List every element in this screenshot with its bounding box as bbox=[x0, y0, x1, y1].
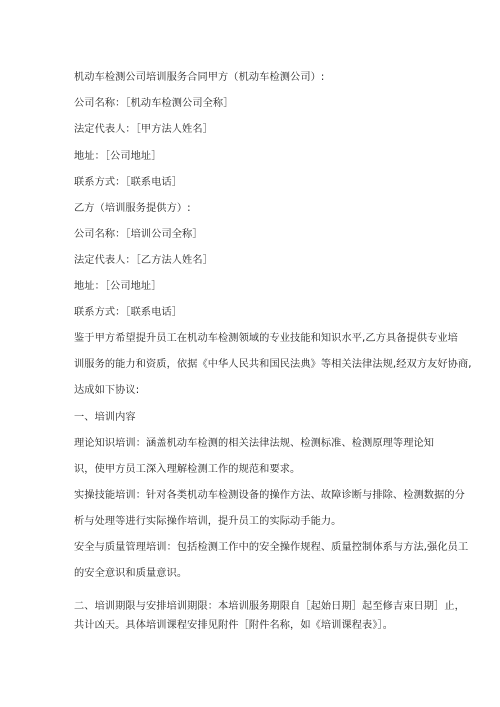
party-b-legal-representative: 法定代表人：［乙方法人姓名］ bbox=[74, 255, 213, 266]
party-b-contact: 联系方式：［联系电话］ bbox=[74, 307, 183, 318]
party-a-address: 地址：［公司地址］ bbox=[74, 151, 162, 162]
section-2-line-1: 二、培训期限与安排培训期限：本培训服务期限自［起始日期］起至修吉束日期］止， bbox=[74, 601, 465, 612]
theory-training-line-1: 理论知识培训：涵盖机动车检测的相关法律法规、检测标准、检测原理等理论知 bbox=[74, 438, 435, 449]
section-2-line-2: 共计凶天。具体培训课程安排见附件［附件名称，如《培训课程表》］。 bbox=[74, 620, 393, 631]
party-a-legal-representative: 法定代表人：［甲方法人姓名］ bbox=[74, 124, 213, 135]
party-a-company-name: 公司名称：［机动车检测公司全称］ bbox=[74, 98, 234, 109]
party-b-address: 地址：［公司地址］ bbox=[74, 281, 162, 292]
party-b-heading: 乙方（培训服务提供方）: bbox=[74, 203, 191, 214]
theory-training-line-2: 识，使甲方员工深入理解检测工作的规范和要求。 bbox=[74, 464, 301, 475]
safety-training-line-2: 的安全意识和质量意识。 bbox=[74, 568, 188, 579]
preamble-line-2: 训服务的能力和资质，依据《中华人民共和国民法典》等相关法律法规,经双方友好协商, bbox=[74, 359, 472, 370]
section-1-heading: 一、培训内容 bbox=[74, 412, 136, 423]
preamble-line-3: 达成如下协议: bbox=[74, 385, 140, 396]
practical-training-line-2: 析与处理等进行实际操作培训，提升员工的实际动手能力。 bbox=[74, 516, 342, 527]
practical-training-line-1: 实操技能培训：针对各类机动车检测设备的操作方法、故障诊断与排除、检测数据的分 bbox=[74, 490, 465, 501]
party-b-company-name: 公司名称：［培训公司全称］ bbox=[74, 229, 203, 240]
party-a-contact: 联系方式：［联系电话］ bbox=[74, 177, 183, 188]
safety-training-line-1: 安全与质量管理培训：包括检测工作中的安全操作规程、质量控制体系与方法,强化员工 bbox=[74, 542, 469, 553]
contract-heading: 机动车检测公司培训服务合同甲方（机动车检测公司）: bbox=[74, 72, 325, 83]
preamble-line-1: 鉴于甲方希望提升员工在机动车检测领域的专业技能和知识水平,乙方具备提供专业培 bbox=[74, 333, 458, 344]
